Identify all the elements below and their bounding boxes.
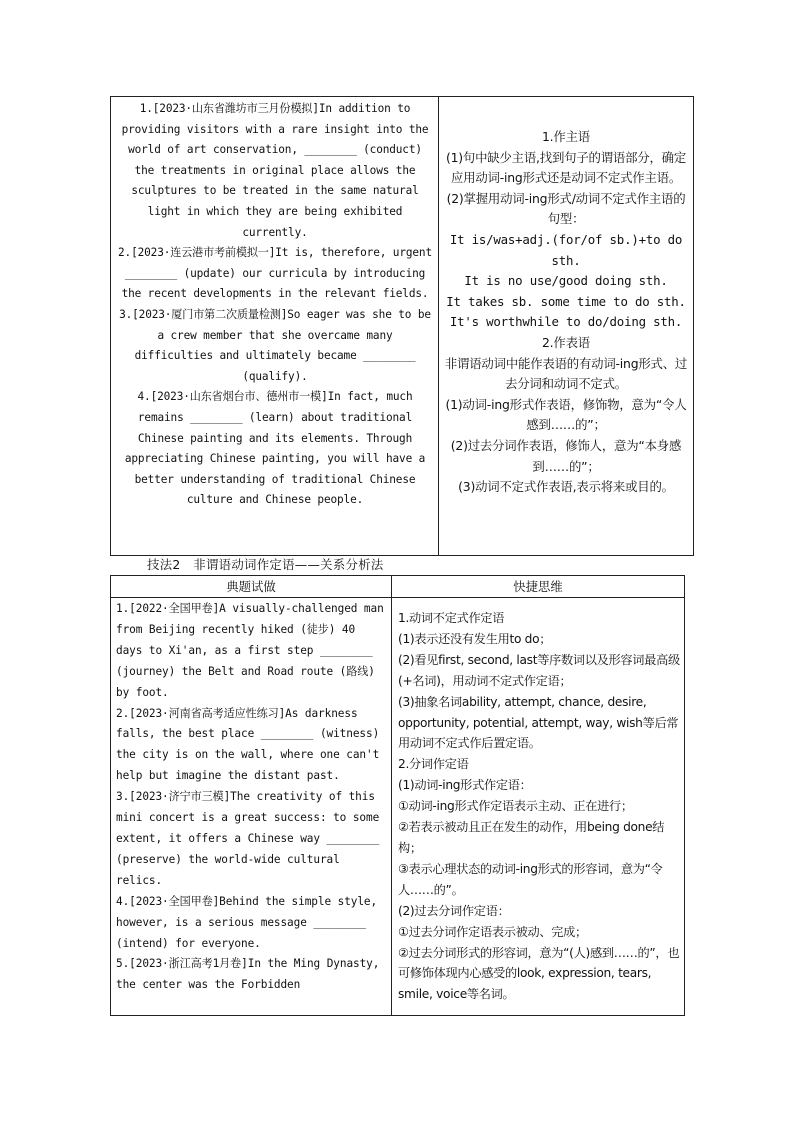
tip-line: 非谓语动词中能作表语的有动词-ing形式、过去分词和动词不定式。 [444,355,688,392]
rule-table-1 [110,96,694,556]
tip-line: ①过去分词作定语表示被动、完成； [398,924,587,939]
tip-pattern: It is no use/good doing sth. [464,273,668,289]
question-1: 1.[2022·全国甲卷]A visually-challenged man from Beijing recently hiked (徒步) 40 days to Xi'an, as a first step ________ (journey) the Belt and Road route (路线) by foot. [116,602,384,699]
tip-line: ②若表示被动且正在发生的动作，用being done结构； [398,820,665,855]
tip-line: (2)过去分词作表语，修饰人，意为“本身感到……的”； [450,437,682,474]
question-4: 4.[2023·山东省烟台市、德州市一模]In fact, much remains ________ (learn) about traditional Chinese painting and its elements. Through appreciating Chinese painting, you will have a better understanding of traditional Chinese culture and Chinese people. [124,390,426,507]
tip-line: (1)动词-ing形式作表语，修饰物，意为“令人感到……的”； [445,396,687,433]
tips-cell [392,598,685,1016]
question-1: 1.[2023·山东省潍坊市三月份模拟]In addition to providing visitors with a rare insight into the world of art conservation, ________ (conduct) the treatments in original place allows the sculptures to be treated in the same natural light in which they are being exhibited currently. [121,102,429,239]
question-5: 5.[2023·浙江高考1月卷]In the Ming Dynasty, the center was the Forbidden [116,957,380,992]
question-3: 3.[2023·厦门市第二次质量检测]So eager was she to be a crew member that she overcame many difficulties and ultimately became ________ (qualify). [119,307,431,383]
tip-line: ②过去分词形式的形容词，意为“(人)感到……的”，也可修饰体现内心感受的look, expression, tears, smile, voice等名词。 [398,945,680,1002]
column-header-practice: 典题试做 [111,576,392,598]
question-2: 2.[2023·连云港市考前模拟一]It is, therefore, urgent ________ (update) our curricula by introducing the recent developments in the relevant fields. [118,246,432,301]
tip-pattern: It takes sb. some time to do sth. [446,293,686,309]
tip-pattern: It's worthwhile to do/doing sth. [449,314,683,330]
tip-line: (1)动词-ing形式作定语： [398,778,532,793]
question-2: 2.[2023·河南省高考适应性练习]As darkness falls, the best place ________ (witness) the city is on the wall, where one can't help but imagine the distant past. [116,706,380,783]
tip-line: (3)动词不定式作表语,表示将来或目的。 [458,479,674,495]
rule-table-2 [110,575,685,1016]
tip-line: (1)表示还没有发生用to do； [398,631,552,646]
tip-line: ①动词-ing形式作定语表示主动、正在进行； [398,799,633,814]
tip-heading-subject: 1.作主语 [542,129,590,144]
tip-heading-infinitive: 1.动词不定式作定语 [398,611,505,625]
exercise-cell [111,97,439,556]
tip-heading-participle: 2.分词作定语 [398,757,469,772]
tip-line: (2)过去分词作定语： [398,903,510,918]
exercise-cell [111,598,392,1016]
question-3: 3.[2023·济宁市三模]The creativity of this mini concert is a great success: to some extent, it offers a Chinese way ________ (preserve) the world-wide cultural relics. [116,790,380,887]
section-title: 技法2 非谓语动词作定语——关系分析法 [147,557,384,572]
tip-line: (1)句中缺少主语,找到句子的谓语部分，确定应用动词-ing形式还是动词不定式作主语。 [445,149,687,186]
column-header-thinking: 快捷思维 [392,576,685,598]
tip-line: (3)抽象名词ability, attempt, chance, desire, opportunity, potential, attempt, way, wish等后常用动词不定式作后置定语。 [398,694,679,751]
tips-cell [439,97,694,556]
tip-line: ③表示心理状态的动词-ing形式的形容词，意为“令人……的”。 [398,861,663,897]
tip-line: (2)掌握用动词-ing形式/动词不定式作主语的句型： [446,190,686,227]
tip-line: (2)看见first, second, last等序数词以及形容词最高级(+名词)，用动词不定式作定语； [398,652,680,688]
question-4: 4.[2023·全国甲卷]Behind the simple style, however, is a serious message ________ (intend) for everyone. [116,894,378,950]
tip-heading-predicative: 2.作表语 [542,334,590,350]
tip-pattern: It is/was+adj.(for/of sb.)+to do sth. [449,231,683,268]
